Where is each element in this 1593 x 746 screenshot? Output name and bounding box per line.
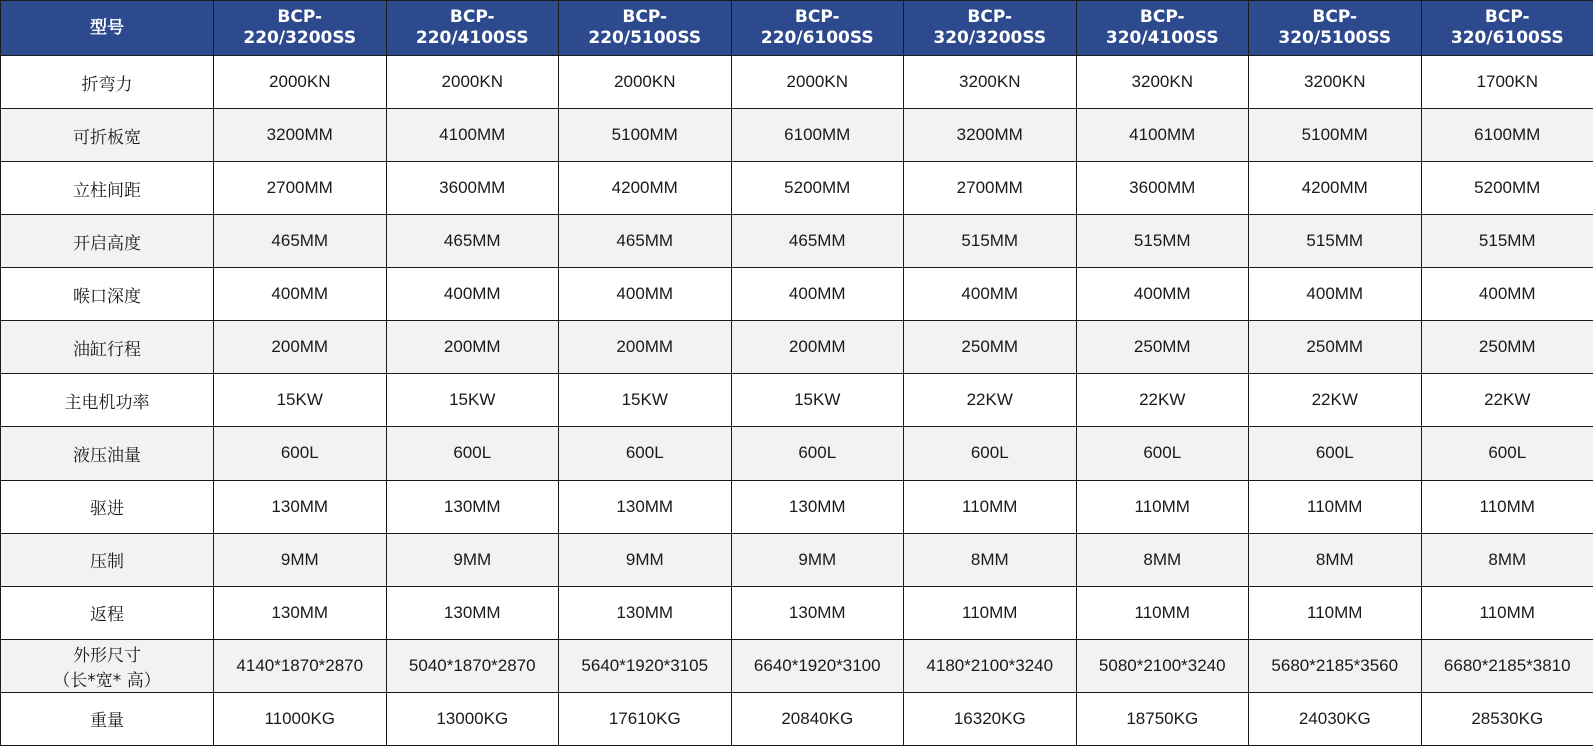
row-label: 油缸行程 (1, 321, 214, 374)
table-cell: 8MM (1249, 533, 1422, 586)
table-cell: 400MM (214, 268, 387, 321)
header-model-6 (1076, 1, 1249, 56)
table-cell: 3200MM (214, 109, 387, 162)
table-cell: 3200KN (1076, 56, 1249, 109)
table-cell: 5200MM (1421, 162, 1593, 215)
table-cell: 2000KN (386, 56, 559, 109)
table-cell: 2000KN (214, 56, 387, 109)
table-cell: 200MM (559, 321, 732, 374)
table-cell: 465MM (731, 215, 904, 268)
table-cell: 465MM (386, 215, 559, 268)
table-cell: 110MM (1249, 480, 1422, 533)
table-cell: 5640*1920*3105 (559, 639, 732, 692)
table-cell: 3200KN (904, 56, 1077, 109)
table-cell: 515MM (1076, 215, 1249, 268)
table-cell: 110MM (904, 586, 1077, 639)
table-cell: 5040*1870*2870 (386, 639, 559, 692)
table-cell: 2700MM (904, 162, 1077, 215)
table-row (1, 639, 1593, 692)
row-label: 驱进 (1, 480, 214, 533)
table-cell: 4200MM (1249, 162, 1422, 215)
table-cell: 400MM (1421, 268, 1593, 321)
table-cell: 18750KG (1076, 692, 1249, 745)
row-label: 可折板宽 (1, 109, 214, 162)
table-cell: 4100MM (1076, 109, 1249, 162)
table-row (1, 109, 1593, 162)
table-cell: 130MM (214, 480, 387, 533)
model-suffix: 220/4100SS (415, 28, 529, 48)
table-row (1, 533, 1593, 586)
table-cell: 200MM (386, 321, 559, 374)
table-cell: 6100MM (731, 109, 904, 162)
table-cell: 600L (1249, 427, 1422, 480)
table-cell: 515MM (1421, 215, 1593, 268)
table-cell: 9MM (559, 533, 732, 586)
table-cell: 250MM (904, 321, 1077, 374)
table-cell: 110MM (1421, 586, 1593, 639)
table-cell: 8MM (1421, 533, 1593, 586)
table-cell: 465MM (559, 215, 732, 268)
table-cell: 4140*1870*2870 (214, 639, 387, 692)
model-prefix: BCP- (622, 7, 668, 27)
table-cell: 9MM (386, 533, 559, 586)
table-cell: 28530KG (1421, 692, 1593, 745)
header-model-5 (904, 1, 1077, 56)
table-cell: 5100MM (559, 109, 732, 162)
table-cell: 250MM (1421, 321, 1593, 374)
table-cell: 8MM (1076, 533, 1249, 586)
table-cell: 4180*2100*3240 (904, 639, 1077, 692)
row-label-line2: （长*宽* 高） (53, 670, 161, 691)
model-prefix: BCP- (967, 7, 1013, 27)
table-cell: 6100MM (1421, 109, 1593, 162)
table-cell: 17610KG (559, 692, 732, 745)
model-suffix: 320/4100SS (1105, 28, 1219, 48)
table-cell: 600L (1421, 427, 1593, 480)
table-cell: 5680*2185*3560 (1249, 639, 1422, 692)
row-label (1, 639, 214, 692)
table-cell: 600L (904, 427, 1077, 480)
table-cell: 3600MM (386, 162, 559, 215)
model-prefix: BCP- (1139, 7, 1185, 27)
table-cell: 130MM (731, 480, 904, 533)
table-cell: 400MM (904, 268, 1077, 321)
table-row (1, 321, 1593, 374)
table-cell: 22KW (904, 374, 1077, 427)
table-cell: 3200KN (1249, 56, 1422, 109)
table-cell: 2700MM (214, 162, 387, 215)
model-prefix: BCP- (1312, 7, 1358, 27)
table-cell: 400MM (1076, 268, 1249, 321)
table-cell: 400MM (559, 268, 732, 321)
table-cell: 2000KN (731, 56, 904, 109)
table-cell: 130MM (559, 480, 732, 533)
table-cell: 20840KG (731, 692, 904, 745)
table-row (1, 480, 1593, 533)
table-cell: 130MM (386, 586, 559, 639)
table-cell: 200MM (214, 321, 387, 374)
table-cell: 110MM (1076, 586, 1249, 639)
table-cell: 2000KN (559, 56, 732, 109)
table-cell: 130MM (559, 586, 732, 639)
header-model-1 (214, 1, 387, 56)
table-cell: 5200MM (731, 162, 904, 215)
table-cell: 600L (731, 427, 904, 480)
table-cell: 130MM (731, 586, 904, 639)
row-label: 返程 (1, 586, 214, 639)
model-suffix: 320/5100SS (1278, 28, 1392, 48)
header-model-8 (1421, 1, 1593, 56)
table-row (1, 692, 1593, 745)
table-cell: 400MM (386, 268, 559, 321)
header-model-4 (731, 1, 904, 56)
table-cell: 600L (214, 427, 387, 480)
table-cell: 4100MM (386, 109, 559, 162)
table-cell: 1700KN (1421, 56, 1593, 109)
table-cell: 5100MM (1249, 109, 1422, 162)
header-model-label: 型号 (1, 1, 214, 56)
table-cell: 600L (1076, 427, 1249, 480)
table-row (1, 427, 1593, 480)
row-label: 主电机功率 (1, 374, 214, 427)
model-suffix: 320/3200SS (933, 28, 1047, 48)
table-cell: 515MM (904, 215, 1077, 268)
row-label-line1: 外形尺寸 (73, 645, 141, 666)
table-cell: 9MM (731, 533, 904, 586)
table-cell: 110MM (1421, 480, 1593, 533)
table-cell: 3600MM (1076, 162, 1249, 215)
table-cell: 15KW (559, 374, 732, 427)
row-label: 压制 (1, 533, 214, 586)
table-cell: 15KW (386, 374, 559, 427)
header-row (1, 1, 1593, 56)
model-prefix: BCP- (277, 7, 323, 27)
table-cell: 400MM (731, 268, 904, 321)
table-cell: 3200MM (904, 109, 1077, 162)
table-cell: 400MM (1249, 268, 1422, 321)
table-cell: 15KW (731, 374, 904, 427)
model-prefix: BCP- (794, 7, 840, 27)
row-label: 重量 (1, 692, 214, 745)
row-label: 液压油量 (1, 427, 214, 480)
model-suffix: 320/6100SS (1450, 28, 1564, 48)
table-cell: 13000KG (386, 692, 559, 745)
table-cell: 515MM (1249, 215, 1422, 268)
table-cell: 600L (559, 427, 732, 480)
table-cell: 250MM (1249, 321, 1422, 374)
table-row (1, 586, 1593, 639)
table-cell: 22KW (1421, 374, 1593, 427)
table-cell: 4200MM (559, 162, 732, 215)
table-cell: 250MM (1076, 321, 1249, 374)
table-cell: 9MM (214, 533, 387, 586)
table-cell: 11000KG (214, 692, 387, 745)
table-cell: 16320KG (904, 692, 1077, 745)
model-suffix: 220/3200SS (243, 28, 357, 48)
table-row (1, 162, 1593, 215)
header-model-2 (386, 1, 559, 56)
table-row (1, 56, 1593, 109)
header-model-3 (559, 1, 732, 56)
table-cell: 200MM (731, 321, 904, 374)
row-label: 折弯力 (1, 56, 214, 109)
table-row (1, 374, 1593, 427)
row-label: 立柱间距 (1, 162, 214, 215)
table-cell: 6640*1920*3100 (731, 639, 904, 692)
model-suffix: 220/5100SS (588, 28, 702, 48)
table-row (1, 268, 1593, 321)
table-cell: 5080*2100*3240 (1076, 639, 1249, 692)
table-cell: 22KW (1249, 374, 1422, 427)
table-cell: 110MM (904, 480, 1077, 533)
table-cell: 8MM (904, 533, 1077, 586)
header-model-7 (1249, 1, 1422, 56)
table-cell: 6680*2185*3810 (1421, 639, 1593, 692)
table-cell: 600L (386, 427, 559, 480)
table-cell: 110MM (1249, 586, 1422, 639)
model-suffix: 220/6100SS (760, 28, 874, 48)
table-body (1, 56, 1593, 746)
table-row (1, 215, 1593, 268)
table-cell: 110MM (1076, 480, 1249, 533)
table-cell: 465MM (214, 215, 387, 268)
row-label: 开启高度 (1, 215, 214, 268)
table-cell: 22KW (1076, 374, 1249, 427)
table-cell: 15KW (214, 374, 387, 427)
row-label: 喉口深度 (1, 268, 214, 321)
table-cell: 130MM (386, 480, 559, 533)
table-cell: 24030KG (1249, 692, 1422, 745)
model-prefix: BCP- (449, 7, 495, 27)
model-prefix: BCP- (1484, 7, 1530, 27)
table-cell: 130MM (214, 586, 387, 639)
